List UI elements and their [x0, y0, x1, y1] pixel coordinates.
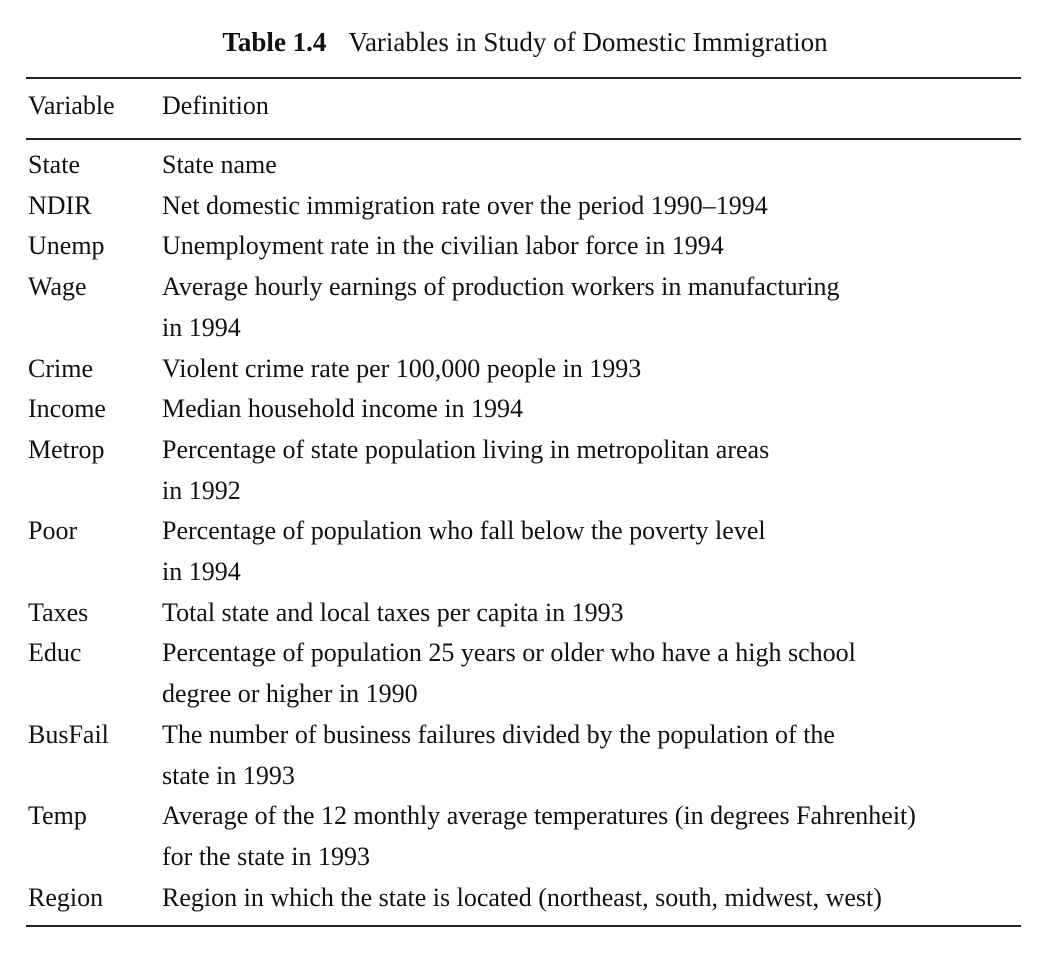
variable-name: Metrop: [28, 434, 105, 464]
definition-line: Percentage of population who fall below the poverty level: [162, 516, 766, 546]
variable-definition: [162, 878, 1032, 919]
table-row: [0, 226, 1050, 267]
definition-line: in 1994: [162, 312, 241, 342]
variable-name: Educ: [28, 638, 82, 668]
table-body: [0, 145, 1050, 918]
variable-name: Region: [28, 882, 104, 912]
variable-name: Wage: [28, 272, 87, 302]
variable-name: BusFail: [28, 719, 109, 749]
definition-line: Violent crime rate per 100,000 people in 1993: [162, 353, 642, 383]
table-caption: [0, 22, 1050, 62]
definition-line: State name: [162, 150, 277, 179]
header-rule: [26, 138, 1021, 140]
table-row: [0, 389, 1050, 430]
table-row: [0, 633, 1050, 714]
table-row: [0, 186, 1050, 227]
table-row: [0, 593, 1050, 634]
definition-line: in 1994: [162, 557, 241, 587]
definition-line: Percentage of state population living in metropolitan areas: [162, 434, 770, 464]
table-row: [0, 349, 1050, 390]
definition-line: for the state in 1993: [162, 841, 370, 871]
variable-definition: [162, 145, 1032, 186]
definition-line: Region in which the state is located (northeast, south, midwest, west): [162, 882, 882, 912]
variable-definition: [162, 715, 1032, 796]
bottom-rule: [26, 925, 1021, 927]
table-title: Variables in Study of Domestic Immigration: [348, 27, 828, 57]
variable-name: NDIR: [28, 190, 92, 220]
table-row: [0, 796, 1050, 877]
definition-line: Median household income in 1994: [162, 394, 524, 424]
variable-definition: [162, 430, 1032, 511]
header-variable: Variable: [28, 91, 115, 120]
definition-line: Percentage of population 25 years or older who have a high school: [162, 638, 856, 668]
definition-line: Net domestic immigration rate over the period 1990–1994: [162, 190, 768, 220]
definition-line: Unemployment rate in the civilian labor force in 1994: [162, 231, 724, 261]
variable-name: Crime: [28, 353, 93, 383]
table-row: [0, 145, 1050, 186]
table-label: Table 1.4: [222, 27, 327, 57]
table-row: [0, 430, 1050, 511]
table-row: [0, 878, 1050, 919]
variable-definition: [162, 593, 1032, 634]
top-rule: [26, 77, 1021, 79]
definition-line: in 1992: [162, 475, 241, 505]
variable-name: State: [28, 150, 80, 179]
variable-definition: [162, 633, 1032, 714]
variable-name: Temp: [28, 801, 87, 831]
variable-definition: [162, 349, 1032, 390]
definition-line: Total state and local taxes per capita in 1993: [162, 597, 624, 627]
variable-name: Income: [28, 394, 106, 424]
definition-line: The number of business failures divided by the population of the: [162, 719, 835, 749]
definition-line: degree or higher in 1990: [162, 679, 418, 709]
table-row: [0, 511, 1050, 592]
variable-name: Taxes: [28, 597, 89, 627]
variable-definition: [162, 186, 1032, 227]
definition-line: state in 1993: [162, 760, 295, 790]
variable-definition: [162, 389, 1032, 430]
table-row: [0, 715, 1050, 796]
variable-definition: [162, 511, 1032, 592]
definition-line: Average of the 12 monthly average temperatures (in degrees Fahrenheit): [162, 801, 916, 831]
variable-name: Unemp: [28, 231, 105, 261]
variable-name: Poor: [28, 516, 78, 546]
header-definition: Definition: [162, 91, 269, 120]
definition-line: Average hourly earnings of production workers in manufacturing: [162, 272, 840, 302]
table-row: [0, 267, 1050, 348]
variable-definition: [162, 267, 1032, 348]
table-header: [0, 86, 1050, 126]
variable-definition: [162, 226, 1032, 267]
variable-definition: [162, 796, 1032, 877]
